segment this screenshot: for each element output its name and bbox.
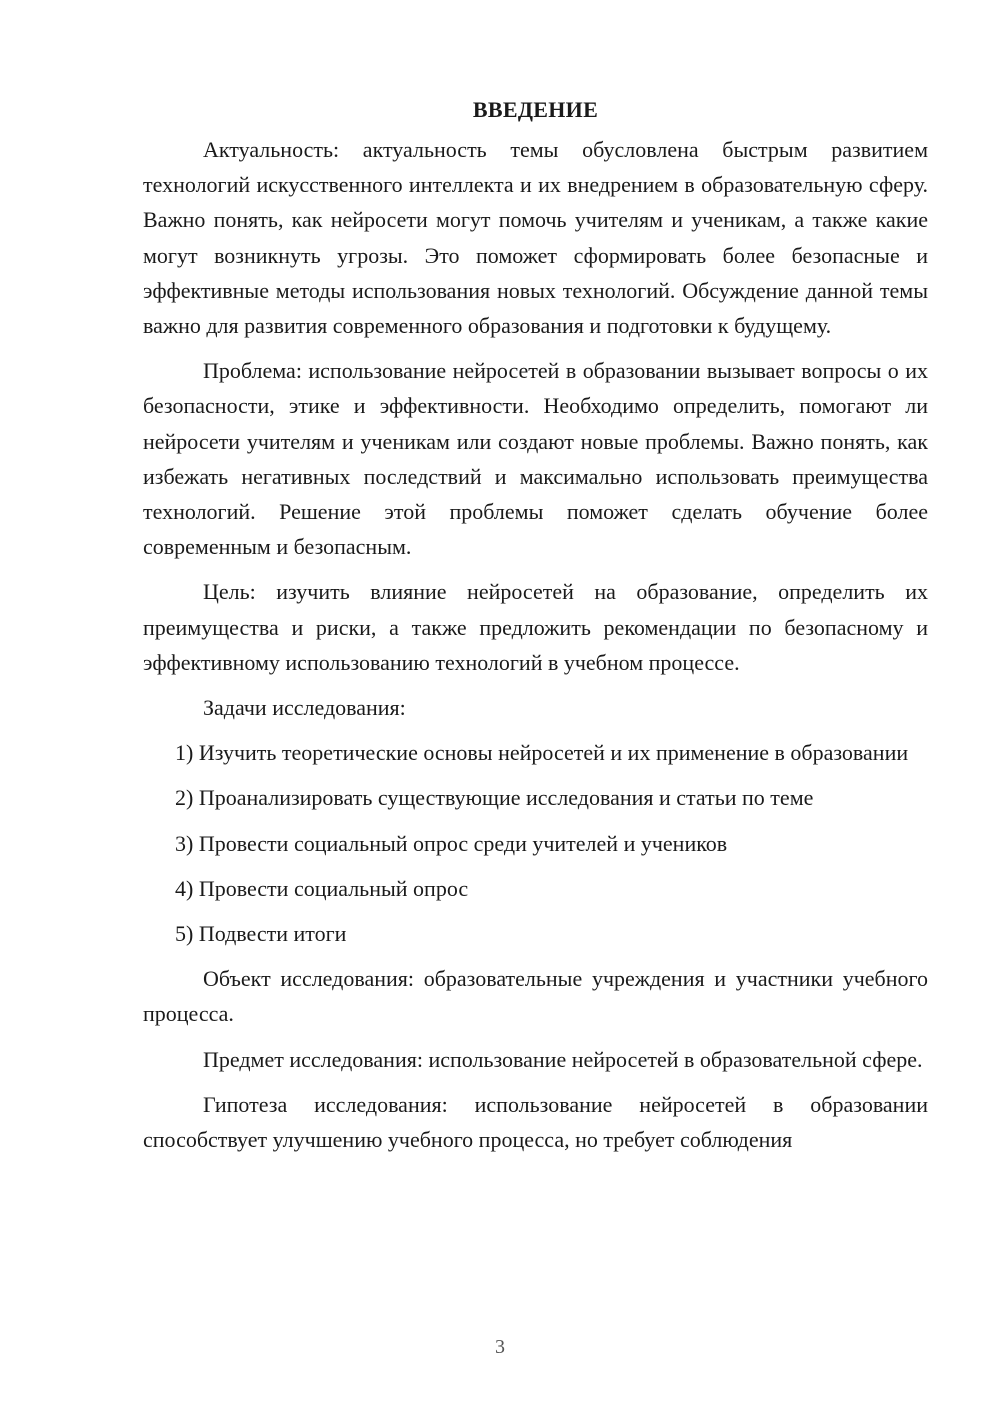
- page-number: 3: [495, 1336, 505, 1358]
- task-item-1: 1) Изучить теоретические основы нейросетей и их применение в образовании: [175, 740, 909, 766]
- paragraph-hypothesis: Гипотеза исследования: использование нейросетей в образовании способствует улучшению учебного процесса, но требует соблюдения: [143, 1091, 928, 1153]
- paragraph-goal: Цель: изучить влияние нейросетей на образование, определить их преимущества и риски, а также предложить рекомендации по безопасному и эффективному использованию технологий в учебном процессе.: [143, 579, 928, 675]
- paragraph-relevance: Актуальность: актуальность темы обусловлена быстрым развитием технологий искусственного интеллекта и их внедрением в образовательную сферу. Важно понять, как нейросети могут помочь учителям и ученикам, а также какие могут возникнуть угрозы. Это поможет сформировать более безопасные и эффективные методы использования новых технологий. Обсуждение данной темы важно для развития современного образования и подготовки к будущему.: [143, 137, 928, 339]
- task-item-4: 4) Провести социальный опрос: [175, 875, 469, 901]
- task-item-3: 3) Провести социальный опрос среди учителей и учеников: [175, 830, 728, 856]
- task-item-5: 5) Подвести итоги: [175, 921, 347, 947]
- paragraph-problem: Проблема: использование нейросетей в образовании вызывает вопросы о их безопасности, этике и эффективности. Необходимо определить, помогают ли нейросети учителям и ученикам или создают новые проблемы. Важно понять, как избежать негативных последствий и максимально использовать преимущества технологий. Решение этой проблемы поможет сделать обучение более современным и безопасным.: [143, 358, 928, 560]
- paragraph-subject: Предмет исследования: использование нейросетей в образовательной сфере.: [203, 1046, 923, 1072]
- task-item-2: 2) Проанализировать существующие исследования и статьи по теме: [175, 785, 814, 811]
- paragraph-object: Объект исследования: образовательные учреждения и участники учебного процесса.: [143, 966, 928, 1027]
- tasks-heading: Задачи исследования:: [203, 695, 406, 721]
- section-title: ВВЕДЕНИЕ: [472, 97, 599, 122]
- document-page: [143, 92, 928, 1167]
